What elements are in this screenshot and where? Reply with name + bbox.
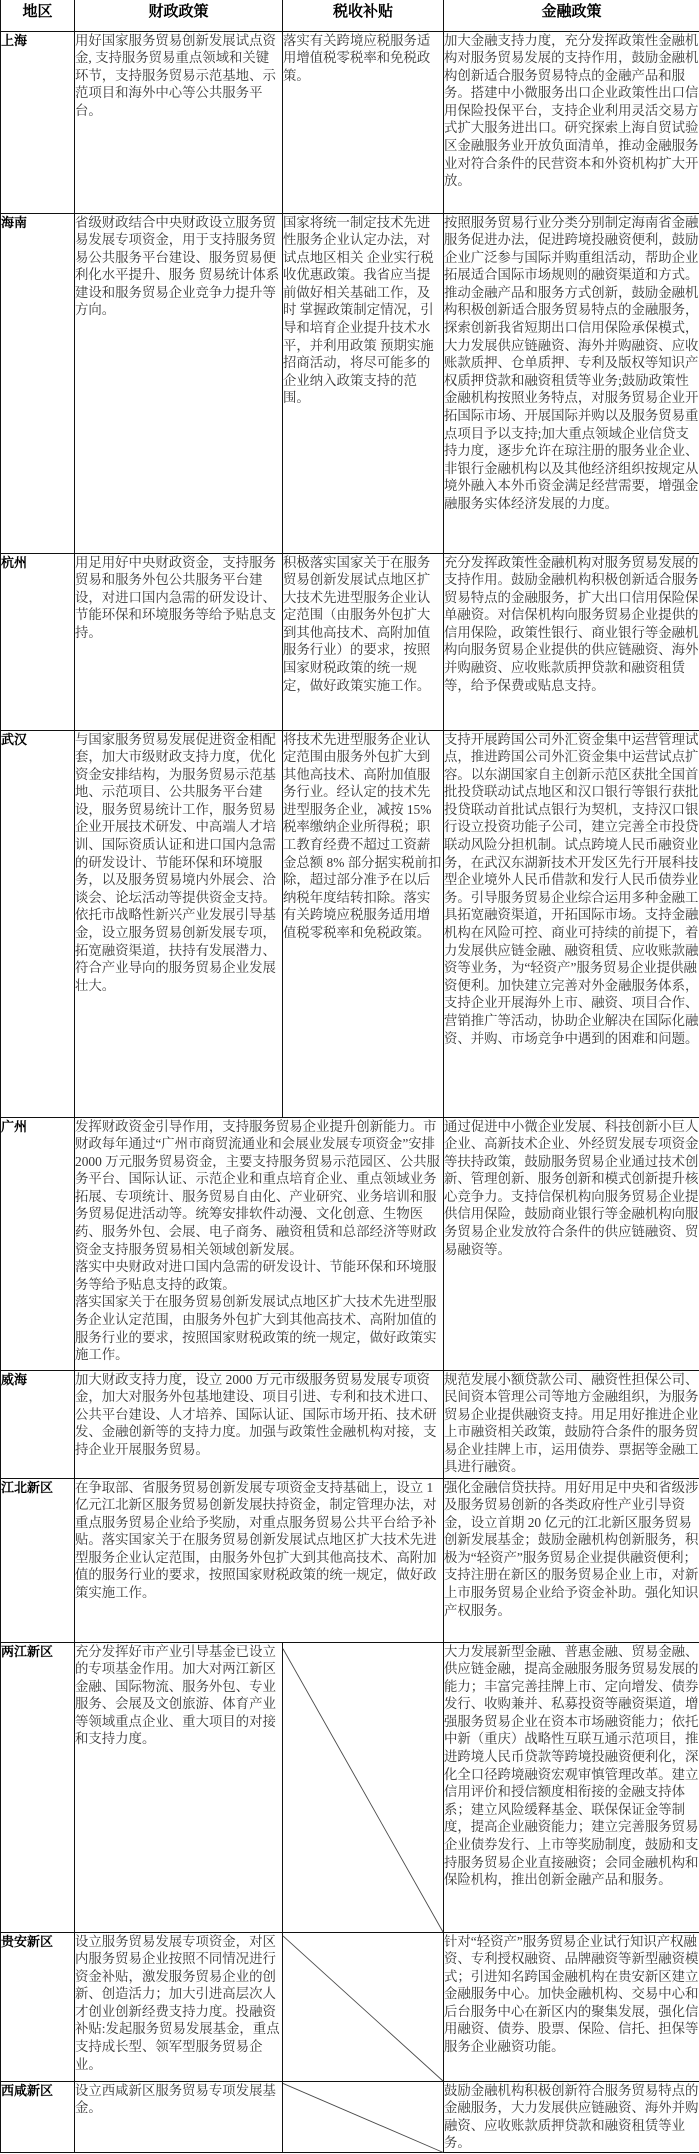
region-cell: 西咸新区 [1,2081,75,2152]
table-row-jiangbei [1,1478,699,1642]
table-row-liangjiang [1,1642,699,1932]
region-cell: 贵安新区 [1,1932,75,2081]
fiscal-tax-combined-cell [75,1478,444,1642]
financial-policy-cell: 按照服务贸易行业分类分别制定海南省金融服务促进办法，促进跨境投融资便利，鼓励企业广泛参与国际并购重组活动，帮助企业拓展适合国际市场规则的融资渠道和方式。推动金融产品和服务方式创新，鼓励金融机构积极创新适合服务贸易特点的金融服务，探索创新我省短期出口信用保险承保模式，大力发展供应链融资、海外并购融资、应收账款质押、仓单质押、专利及版权等知识产权质押贷款和融资租赁等业务;鼓励政策性金融机构按照业务特点，对服务贸易企业开拓国际市场、开展国际并购以及服务贸易重点项目予以支持;加大重点领域企业信贷支持力度，逐步允许在琼注册的服务业企业、非银行金融机构以及其他经济组织按规定从境外融入本外币资金满足经营需要，增强金融服务实体经济发展的力度。 [444,213,699,553]
region-cell: 海南 [1,213,75,553]
table-row-xixian [1,2081,699,2152]
tax-subsidy-cell-empty [283,1642,444,1932]
financial-policy-cell: 鼓励金融机构积极创新符合服务贸易特点的金融服务，大力发展供应链融资、海外并购融资、应收账款质押贷款和融资租赁等业务。 [444,2081,699,2152]
fiscal-policy-cell: 与国家服务贸易发展促进资金相配套，加大市级财政支持力度，优化资金安排结构，为服务贸易示范基地、示范项目、公共服务平台建设，服务贸易统计工作，服务贸易企业开展技术研发、中高端人才培训、国际资质认证和进口国内急需的研发设计、节能环保和环境服务，以及服务贸易境内外展会、洽谈会、论坛活动等提供资金支持。依托市战略性新兴产业发展引导基金，设立服务贸易创新发展专项，拓宽融资渠道，扶持有发展潜力、符合产业导向的服务贸易企业发展壮大。 [75,730,283,1117]
fiscal-tax-combined-cell [75,1117,444,1370]
tax-subsidy-cell: 积极落实国家关于在服务贸易创新发展试点地区扩大技术先进型服务企业认定范围（由服务外包扩大到其他高技术、高附加值服务行业）的要求，按照国家财税政策的统一规定，做好政策实施工作。 [283,553,444,730]
fiscal-policy-cell: 用足用好中央财政资金，支持服务贸易和服务外包公共服务平台建设，对进口国内急需的研发设计、节能环保和环境服务等给予贴息支持。 [75,553,283,730]
column-header-financial-policy: 金融政策 [444,0,699,31]
paragraph: 在争取部、省服务贸易创新发展专项资金支持基础上，设立 1 亿元江北新区服务贸易创新发展扶持资金，制定管理办法，对重点服务贸易企业给予奖励，对重点服务贸易公共平台给予补贴。落实国家关于在服务贸易创新发展试点地区扩大技术先进型服务企业认定范围，由服务外包扩大到其他高技术、高附加值的服务行业的要求，按照国家财税政策的统一规定，做好政策实施工作。 [75,1479,437,1601]
region-cell: 两江新区 [1,1642,75,1932]
table-row-guian [1,1932,699,2081]
diagonal-slash [283,1933,443,2081]
column-header-region: 地区 [1,0,75,31]
table-row-hangzhou [1,553,699,730]
tax-subsidy-cell-empty [283,2081,444,2152]
tax-subsidy-cell: 落实有关跨境应税服务适用增值税零税率和免税政策。 [283,31,444,213]
financial-policy-cell: 充分发挥政策性金融机构对服务贸易发展的支持作用。鼓励金融机构积极创新适合服务贸易特点的金融服务，扩大出口信用保险保单融资。对信保机构向服务贸易企业提供的信用保险，政策性银行、商业银行等金融机构向服务贸易企业提供的供应链融资、海外并购融资、应收账款质押贷款和融资租赁等，给予保费或贴息支持。 [444,553,699,730]
paragraph: 落实中央财政对进口国内急需的研发设计、节能环保和环境服务等给予贴息支持的政策。 [75,1259,437,1292]
financial-policy-cell: 大力发展新型金融、普惠金融、贸易金融、供应链金融，提高金融服务服务贸易发展的能力；丰富完善挂牌上市、定向增发、债券发行、收购兼并、私募投资等融资渠道，增强服务贸易企业在资本市场融资能力；依托中新（重庆）战略性互联互通示范项目，推进跨境人民币贷款等跨境投融资便利化，深化全口径跨境融资宏观审慎管理改革。建立信用评价和授信额度相衔接的金融支持体系；建立风险缓释基金、联保保证金等制度，提高企业融资能力；建立完善服务贸易企业债券发行、上市等奖励制度，鼓励和支持服务贸易企业直接融资；会同金融机构和保险机构，推出创新金融产品和服务。 [444,1642,699,1932]
diagonal-slash [283,2082,443,2152]
diagonal-slash [283,1643,443,1932]
table-header-row [1,0,699,31]
fiscal-policy-cell: 充分发挥好市产业引导基金已设立的专项基金作用。加大对两江新区金融、国际物流、服务外包、专业服务、会展及文创旅游、体育产业等领域重点企业、重大项目的对接和支持力度。 [75,1642,283,1932]
financial-policy-cell: 支持开展跨国公司外汇资金集中运营管理试点，推进跨国公司外汇资金集中运营试点扩容。以东湖国家自主创新示范区获批全国首批投贷联动试点地区和汉口银行等银行获批投贷联动首批试点银行为契机，支持汉口银行设立投资功能子公司，建立完善全市投贷联动风险分担机制。试点跨境人民币融资业务，在武汉东湖新技术开发区先行开展科技型企业境外人民币借款和发行人民币债券业务。引导服务贸易企业综合运用多种金融工具拓宽融资渠道，开拓国际市场。支持金融机构在风险可控、商业可持续的前提下，着力发展供应链金融、融资租赁、应收账款融资等业务，为“轻资产”服务贸易企业提供融资便利。加快建立完善对外金融服务体系，支持企业开展海外上市、融资、项目合作、营销推广等活动，协助企业解决在国际化融资、并购、市场竞争中遇到的困难和问题。 [444,730,699,1117]
tax-subsidy-cell-empty [283,1932,444,2081]
financial-policy-cell: 规范发展小额贷款公司、融资性担保公司、民间资本管理公司等地方金融组织，为服务贸易企业提供融资支持。用足用好推进企业上市融资相关政策，鼓励符合条件的服务贸易企业挂牌上市，运用债券、票据等金融工具进行融资。 [444,1370,699,1478]
column-header-tax-subsidy: 税收补贴 [283,0,444,31]
financial-policy-cell: 针对“轻资产”服务贸易企业试行知识产权融资、专利授权融资、品牌融资等新型融资模式；引进知名跨国金融机构在贵安新区建立金融服务中心。加快金融机构、交易中心和后台服务中心在新区内的聚集发展，强化信用融资、债券、股票、保险、信托、担保等服务企业融资功能。 [444,1932,699,2081]
fiscal-policy-cell: 设立西咸新区服务贸易专项发展基金。 [75,2081,283,2152]
tax-subsidy-cell: 国家将统一制定技术先进性服务企业认定办法，对试点地区相关 企业实行税收优惠政策。我省应当提前做好相关基础工作，及时 掌握政策制定情况，引导和培育企业提升技术水平，并利用政策 预期实施招商活动，将尽可能多的企业纳入政策支持的范围。 [283,213,444,553]
region-cell: 威海 [1,1370,75,1478]
region-cell: 上海 [1,31,75,213]
region-cell: 江北新区 [1,1478,75,1642]
paragraph: 发挥财政资金引导作用，支持服务贸易企业提升创新能力。市财政每年通过“广州市商贸流通业和会展业发展专项资金”安排 2000 万元服务贸易资金，主要支持服务贸易示范园区、公共服务平台、国际认证、示范企业和重点培育企业、重点领域业务拓展、专项统计、服务贸易自由化、产业研究、业务培训和服务贸易促进活动等。统筹安排软件动漫、文化创意、生物医药、服务外包、会展、电子商务、融资租赁和总部经济等财政资金支持服务贸易相关领域创新发展。 [75,1118,440,1257]
table-row-guangzhou [1,1117,699,1370]
paragraph: 加大财政支持力度，设立 2000 万元市级服务贸易发展专项资金，加大对服务外包基地建设、项目引进、专利和技术进口、公共平台建设、人才培养、国际认证、国际市场开拓、技术研发、金融创新等的支持力度。加强与政策性金融机构对接，支持企业开展服务贸易。 [75,1371,437,1457]
fiscal-policy-cell: 省级财政结合中央财政设立服务贸易发展专项资金，用于支持服务贸易公共服务平台建设、服务贸易便利化水平提升、服务 贸易统计体系建设和服务贸易企业竞争力提升等方向。 [75,213,283,553]
tax-subsidy-cell: 将技术先进型服务企业认定范围由服务外包扩大到其他高技术、高附加值服务行业。经认定的技术先进型服务企业，减按 15%税率缴纳企业所得税；职工教育经费不超过工资薪金总额 8% 部分据实税前扣除，超过部分准予在以后纳税年度结转扣除。落实有关跨境应税服务适用增值税零税率和免税政策。 [283,730,444,1117]
table-row-shanghai [1,31,699,213]
financial-policy-cell: 通过促进中小微企业发展、科技创新小巨人企业、高新技术企业、外经贸发展专项资金等扶持政策，鼓励服务贸易企业通过技术创新、管理创新、服务创新和模式创新提升核心竞争力。支持信保机构向服务贸易企业提供信用保险，鼓励商业银行等金融机构向服务贸易企业发放符合条件的供应链融资、贸易融资等。 [444,1117,699,1370]
fiscal-tax-combined-cell [75,1370,444,1478]
fiscal-policy-cell: 用好国家服务贸易创新发展试点资金, 支持服务贸易重点领域和关键环节，支持服务贸易示范基地、示范项目和海外中心等公共服务平台。 [75,31,283,213]
table-row-hainan [1,213,699,553]
financial-policy-cell: 加大金融支持力度，充分发挥政策性金融机构对服务贸易发展的支持作用，鼓励金融机构创新适合服务贸易特点的金融产品和服务。搭建中小微服务出口企业政策性出口信用保险投保平台，支持企业利用灵活交易方式扩大服务进出口。研究探索上海自贸试验区金融服务业开放负面清单，推动金融服务业对符合条件的民营资本和外资机构扩大开放。 [444,31,699,213]
region-cell: 武汉 [1,730,75,1117]
region-cell: 杭州 [1,553,75,730]
financial-policy-cell: 强化金融信贷扶持。用好用足中央和省级涉及服务贸易创新的各类政府性产业引导资金，设立首期 20 亿元的江北新区服务贸易创新发展基金；鼓励金融机构创新服务，积极为“轻资产”服务贸易企业提供融资便利；支持注册在新区的服务贸易企业上市，对新上市服务贸易企业给予资金补助。强化知识产权服务。 [444,1478,699,1642]
fiscal-policy-cell: 设立服务贸易发展专项资金，对区内服务贸易企业按照不同情况进行资金补贴，激发服务贸易企业的创新、创造活力；加大引进高层次人才创业创新经费支持力度。投融资补贴:发起服务贸易发展基金，重点支持成长型、领军型服务贸易企业。 [75,1932,283,2081]
region-cell: 广州 [1,1117,75,1370]
column-header-fiscal-policy: 财政政策 [75,0,283,31]
paragraph: 落实国家关于在服务贸易创新发展试点地区扩大技术先进型服务企业认定范围，由服务外包扩大到其他高技术、高附加值的服务行业的要求，按照国家财税政策的统一规定，做好政策实施工作。 [75,1294,437,1363]
table-row-weihai [1,1370,699,1478]
table-row-wuhan [1,730,699,1117]
